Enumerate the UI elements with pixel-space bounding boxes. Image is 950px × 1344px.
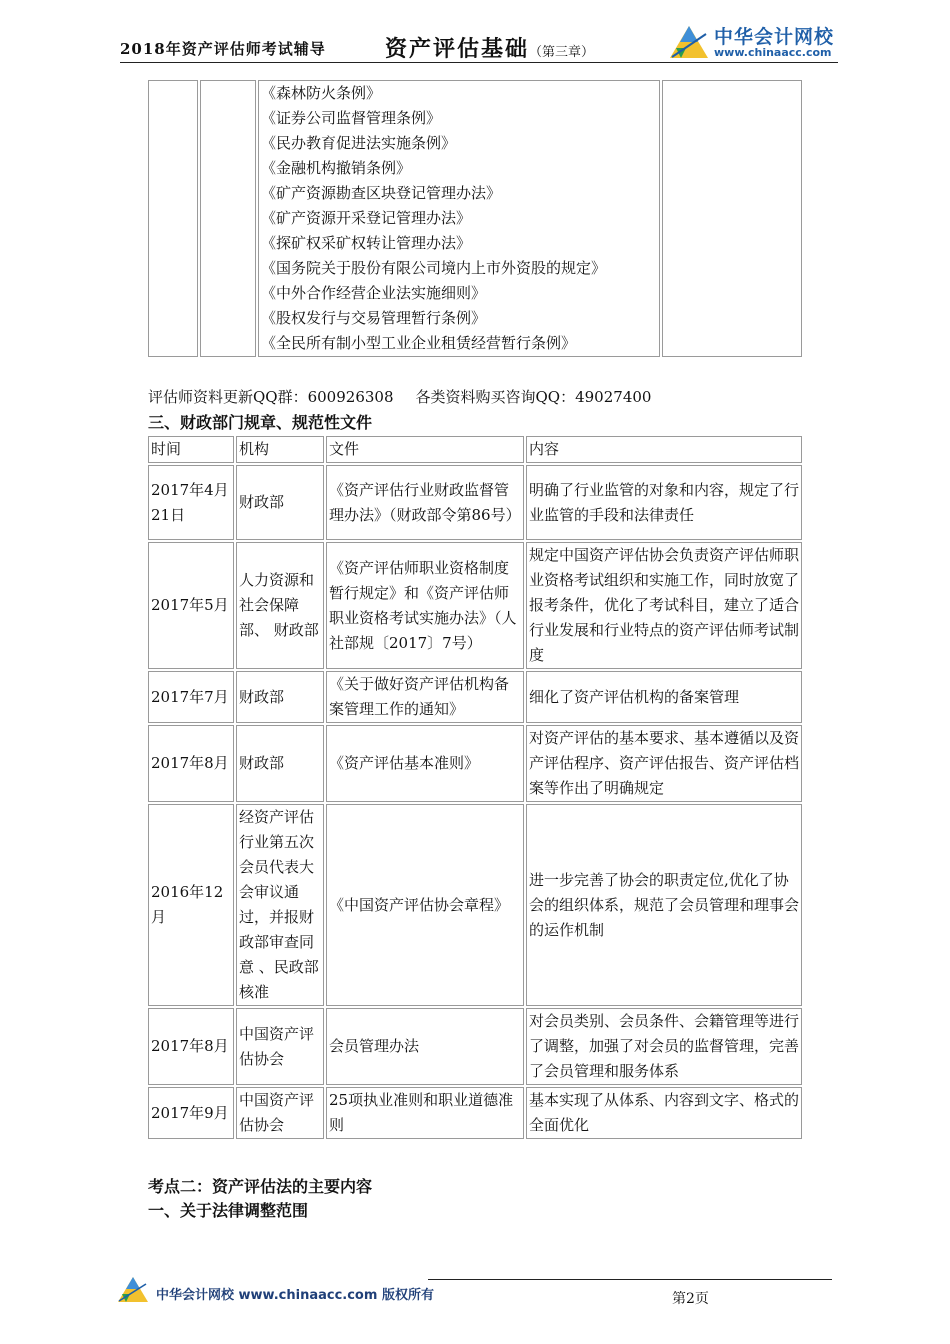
list-item: 《探矿权采矿权转让管理办法》	[261, 234, 472, 252]
column-header: 时间	[148, 436, 234, 463]
cell-content: 细化了资产评估机构的备案管理	[526, 671, 802, 723]
cell-org: 中国资产评估协会	[236, 1087, 324, 1139]
table-row	[148, 1008, 802, 1085]
cell-time: 2017年5月	[148, 542, 234, 669]
cell-org: 财政部	[236, 465, 324, 540]
cell-org: 人力资源和社会保障部、 财政部	[236, 542, 324, 669]
cell-org: 中国资产评估协会	[236, 1008, 324, 1085]
triangle-logo-icon	[668, 24, 710, 60]
table-row	[148, 725, 802, 802]
table-row	[148, 465, 802, 540]
footer-rule	[428, 1279, 832, 1280]
cell-content: 明确了行业监管的对象和内容，规定了行业监管的手段和法律责任	[526, 465, 802, 540]
header-chapter: （第三章）	[529, 45, 595, 60]
triangle-logo-icon	[116, 1276, 150, 1304]
table-row	[148, 542, 802, 669]
list-item: 《国务院关于股份有限公司境内上市外资股的规定》	[261, 259, 607, 277]
cell-content: 基本实现了从体系、内容到文字、格式的全面优化	[526, 1087, 802, 1139]
table-row	[148, 804, 802, 1006]
page-footer	[116, 1276, 836, 1306]
header-rule	[120, 62, 838, 63]
cell-org: 财政部	[236, 671, 324, 723]
list-item: 《矿产资源开采登记管理办法》	[261, 209, 472, 227]
cell-time: 2016年12月	[148, 804, 234, 1006]
section-title: 三、财政部门规章、规范性文件	[148, 413, 373, 432]
header-center-title	[385, 32, 594, 63]
cell-content: 进一步完善了协会的职责定位,优化了协会的组织体系，规范了会员管理和理事会的运作机制	[526, 804, 802, 1006]
cell-time: 2017年9月	[148, 1087, 234, 1139]
list-item: 《民办教育促进法实施条例》	[261, 134, 457, 152]
cell-doc: 《资产评估师职业资格制度暂行规定》和《资产评估师职业资格考试实施办法》（人社部规〔2017〕7号）	[326, 542, 524, 669]
cell-doc: 会员管理办法	[326, 1008, 524, 1085]
laws-list-cell	[258, 80, 660, 357]
cell-content: 对资产评估的基本要求、基本遵循以及资产评估程序、资产评估报告、资产评估档案等作出了明确规定	[526, 725, 802, 802]
list-item: 《股权发行与交易管理暂行条例》	[261, 309, 487, 327]
column-header: 机构	[236, 436, 324, 463]
docs-table	[146, 434, 804, 1141]
table-row	[148, 671, 802, 723]
cell-time: 2017年7月	[148, 671, 234, 723]
table-row	[148, 80, 802, 357]
table-header-row	[148, 436, 802, 463]
cell-doc: 《中国资产评估协会章程》	[326, 804, 524, 1006]
header-left-title: 2018年资产评估师考试辅导	[120, 40, 326, 58]
page-number: 第2页	[672, 1291, 709, 1307]
table-cell-empty	[148, 80, 198, 357]
cell-org: 财政部	[236, 725, 324, 802]
list-item: 《金融机构撤销条例》	[261, 159, 412, 177]
qq-info-line	[148, 386, 651, 407]
cell-time: 2017年4月21日	[148, 465, 234, 540]
cell-time: 2017年8月	[148, 725, 234, 802]
table-cell-empty	[200, 80, 256, 357]
cell-doc: 《关于做好资产评估机构备案管理工作的通知》	[326, 671, 524, 723]
header-course-title: 资产评估基础	[385, 36, 530, 62]
list-item: 《中外合作经营企业法实施细则》	[261, 284, 487, 302]
cell-content: 规定中国资产评估协会负责资产评估师职业资格考试组织和实施工作，同时放宽了报考条件，优化了考试科目，建立了适合行业发展和行业特点的资产评估师考试制度	[526, 542, 802, 669]
logo-url: www.chinaacc.com	[714, 46, 832, 59]
list-item: 《矿产资源勘查区块登记管理办法》	[261, 184, 502, 202]
cell-doc: 25项执业准则和职业道德准则	[326, 1087, 524, 1139]
cell-org: 经资产评估行业第五次会员代表大会审议通过，并报财政部审查同意 、民政部核准	[236, 804, 324, 1006]
column-header: 内容	[526, 436, 802, 463]
cell-content: 对会员类别、会员条件、会籍管理等进行了调整，加强了对会员的监督管理，完善了会员管理和服务体系	[526, 1008, 802, 1085]
column-header: 文件	[326, 436, 524, 463]
page-header	[120, 28, 840, 62]
laws-table	[146, 78, 804, 359]
qq-consult-text: 各类资料购买咨询QQ：49027400	[415, 388, 652, 406]
sub-section-title: 一、关于法律调整范围	[148, 1201, 309, 1220]
logo-text: 中华会计网校	[714, 26, 835, 48]
list-item: 《森林防火条例》	[261, 84, 382, 102]
list-item: 《证券公司监督管理条例》	[261, 109, 442, 127]
cell-doc: 《资产评估行业财政监督管理办法》（财政部令第86号）	[326, 465, 524, 540]
footer-copyright: 中华会计网校 www.chinaacc.com 版权所有	[156, 1288, 434, 1303]
cell-time: 2017年8月	[148, 1008, 234, 1085]
brand-logo	[668, 22, 848, 62]
kaodian-title: 考点二：资产评估法的主要内容	[148, 1177, 373, 1196]
qq-group-text: 评估师资料更新QQ群：600926308	[148, 388, 394, 406]
cell-doc: 《资产评估基本准则》	[326, 725, 524, 802]
table-row	[148, 1087, 802, 1139]
table-cell-empty	[662, 80, 802, 357]
list-item: 《全民所有制小型工业企业租赁经营暂行条例》	[261, 334, 577, 352]
